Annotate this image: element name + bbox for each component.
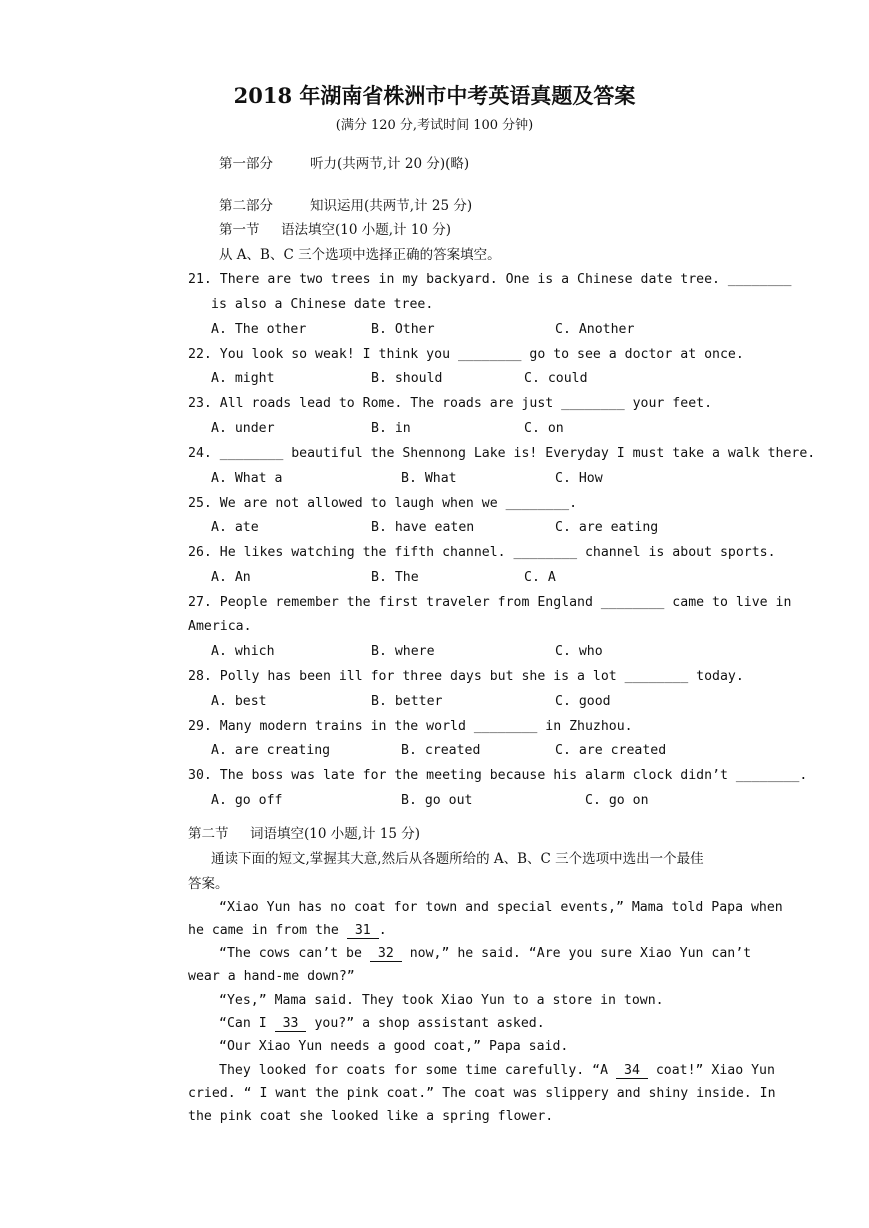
passage-paragraph-6-cont2: the pink coat she looked like a spring flower.: [188, 1109, 554, 1124]
passage-paragraph-4: [219, 1015, 545, 1033]
passage-paragraph-6: [219, 1062, 775, 1080]
question-22-option-b: B. should: [371, 371, 443, 386]
question-24-option-b: B. What: [401, 471, 457, 486]
question-26-text: 26. He likes watching the fifth channel. ________ channel is about sports.: [188, 545, 776, 560]
blank-32: 32: [370, 946, 402, 962]
question-30-text: 30. The boss was late for the meeting because his alarm clock didn’t ________.: [188, 768, 808, 783]
question-25-option-a: A. ate: [211, 520, 259, 535]
part2-desc: 知识运用(共两节,计 25 分): [310, 198, 473, 214]
question-22-text: 22. You look so weak! I think you ________ go to see a doctor at once.: [188, 347, 744, 362]
question-23-option-a: A. under: [211, 421, 275, 436]
question-27-text-cont: America.: [188, 619, 252, 634]
passage-paragraph-3: “Yes,” Mama said. They took Xiao Yun to a store in town.: [219, 993, 664, 1008]
passage-text: he came in from the: [188, 923, 339, 938]
question-29-text: 29. Many modern trains in the world ________ in Zhuzhou.: [188, 719, 633, 734]
question-28-option-a: A. best: [211, 694, 267, 709]
question-27-option-a: A. which: [211, 644, 275, 659]
blank-34: 34: [616, 1063, 648, 1079]
question-26-option-b: B. The: [371, 570, 419, 585]
passage-paragraph-2-cont: wear a hand-me down?”: [188, 969, 355, 984]
question-25-option-b: B. have eaten: [371, 520, 475, 535]
passage-paragraph-1-cont: [188, 922, 387, 940]
passage-text: .: [378, 923, 387, 938]
question-22-option-a: A. might: [211, 371, 275, 386]
question-30-option-b: B. go out: [401, 793, 473, 808]
question-25-text: 25. We are not allowed to laugh when we ________.: [188, 496, 578, 511]
section2-label: 第二节: [188, 826, 229, 842]
question-23-option-b: B. in: [371, 421, 411, 436]
question-27-option-b: B. where: [371, 644, 435, 659]
passage-paragraph-2: [219, 945, 751, 963]
passage-paragraph-5: “Our Xiao Yun needs a good coat,” Papa said.: [219, 1039, 569, 1054]
question-21-option-a: A. The other: [211, 322, 307, 337]
passage-text: “Can I: [219, 1016, 267, 1031]
passage-text: now,” he said. “Are you sure Xiao Yun can’t: [409, 946, 752, 961]
question-27-option-c: C. who: [555, 644, 603, 659]
question-27-text: 27. People remember the first traveler from England ________ came to live in: [188, 595, 792, 610]
section2-desc: 词语填空(10 小题,计 15 分): [250, 826, 421, 842]
passage-paragraph-1: “Xiao Yun has no coat for town and special events,” Mama told Papa when: [219, 900, 783, 915]
question-23-text: 23. All roads lead to Rome. The roads are just ________ your feet.: [188, 396, 713, 411]
passage-text: coat!” Xiao Yun: [655, 1063, 775, 1078]
question-26-option-a: A. An: [211, 570, 251, 585]
question-25-option-c: C. are eating: [555, 520, 659, 535]
blank-31: 31: [347, 923, 379, 939]
blank-33: 33: [275, 1016, 307, 1032]
question-21-option-b: B. Other: [371, 322, 435, 337]
question-28-text: 28. Polly has been ill for three days but she is a lot ________ today.: [188, 669, 744, 684]
part1-label: 第一部分: [219, 156, 273, 172]
question-24-option-c: C. How: [555, 471, 603, 486]
question-29-option-a: A. are creating: [211, 743, 331, 758]
question-28-option-c: C. good: [555, 694, 611, 709]
question-26-option-c: C. A: [524, 570, 556, 585]
question-21-text: 21. There are two trees in my backyard. One is a Chinese date tree. ________: [188, 272, 792, 287]
question-29-option-c: C. are created: [555, 743, 667, 758]
section1-desc: 语法填空(10 小题,计 10 分): [281, 222, 452, 238]
question-21-option-c: C. Another: [555, 322, 635, 337]
section2-instructions: 通读下面的短文,掌握其大意,然后从各题所给的 A、B、C 三个选项中选出一个最佳: [211, 851, 704, 867]
section1-instructions: 从 A、B、C 三个选项中选择正确的答案填空。: [219, 247, 501, 263]
passage-paragraph-6-cont: cried. “ I want the pink coat.” The coat was slippery and shiny inside. In: [188, 1086, 776, 1101]
passage-text: you?” a shop assistant asked.: [314, 1016, 545, 1031]
passage-text: “The cows can’t be: [219, 946, 362, 961]
question-29-option-b: B. created: [401, 743, 481, 758]
question-30-option-a: A. go off: [211, 793, 283, 808]
section1-label: 第一节: [219, 222, 260, 238]
question-23-option-c: C. on: [524, 421, 564, 436]
section2-instructions-cont: 答案。: [188, 876, 229, 892]
question-22-option-c: C. could: [524, 371, 588, 386]
part2-label: 第二部分: [219, 198, 273, 214]
page-subtitle: (满分 120 分,考试时间 100 分钟): [335, 118, 534, 133]
question-24-option-a: A. What a: [211, 471, 283, 486]
part1-desc: 听力(共两节,计 20 分)(略): [310, 156, 470, 172]
question-30-option-c: C. go on: [585, 793, 649, 808]
passage-text: They looked for coats for some time carefully. “A: [219, 1063, 609, 1078]
question-28-option-b: B. better: [371, 694, 443, 709]
question-21-text-cont: is also a Chinese date tree.: [211, 297, 434, 312]
page-title: 2018 年湖南省株洲市中考英语真题及答案: [233, 83, 636, 108]
question-24-text: 24. ________ beautiful the Shennong Lake is! Everyday I must take a walk there.: [188, 446, 816, 461]
